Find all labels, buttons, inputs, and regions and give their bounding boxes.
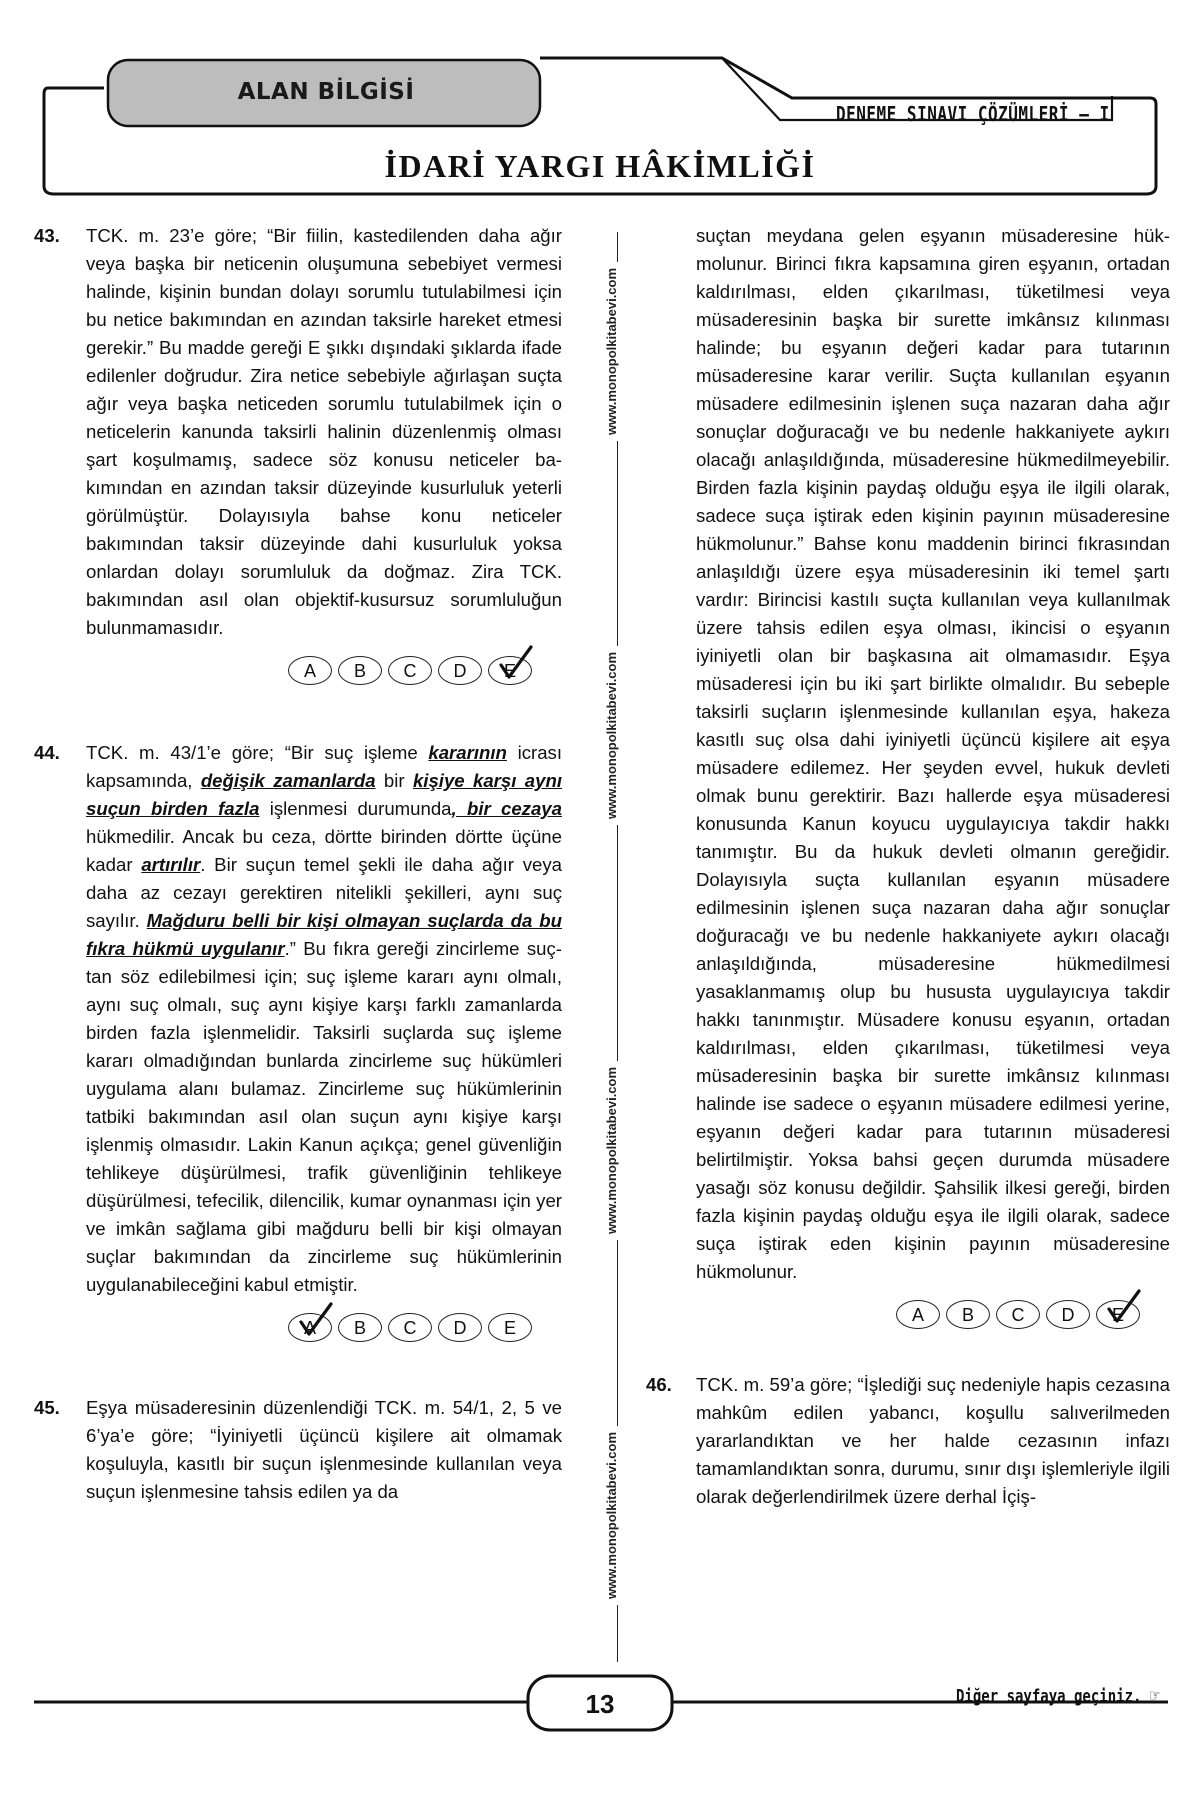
section-tab-label: ALAN BİLGİSİ — [237, 79, 415, 105]
left-column — [34, 222, 562, 1506]
option-a: A — [896, 1300, 940, 1329]
question-number: 46. — [646, 1374, 672, 1395]
option-e: E — [488, 1313, 532, 1342]
answer-options — [86, 1313, 532, 1342]
option-b: B — [946, 1300, 990, 1329]
option-e: E — [488, 656, 532, 685]
check-icon — [1103, 1287, 1143, 1327]
next-page-note: Diğer sayfaya geçiniz. ☞ — [956, 1683, 1160, 1707]
question-text: Eşya müsaderesinin düzenlendiği TCK. m. 54/1, 2, 5 ve 6’ya’e göre; “İyiniyetli üçüncü kişilere ait olmamak koşuluyla, kasıtlı bir suçun işlenmesinde kullanılan veya suçun işlenmesine tahsis edilen ya da — [86, 1397, 562, 1502]
exam-subtitle: DENEME SINAVI ÇÖZÜMLERİ – I — [836, 102, 1110, 126]
option-d: D — [1046, 1300, 1090, 1329]
option-e: E — [1096, 1300, 1140, 1329]
question-text: TCK. m. 43/1’e göre; “Bir suç işleme kararının icrası kapsamında, değişik zamanlarda bir kişiye karşı aynı suçun birden fazla işlenmesi durumunda, bir cezaya hükmedilir. Ancak bu ceza, dörtte birinden dörtte üçüne kadar artırılır. Bir suçun temel şekli ile daha ağır veya daha az cezayı gerektiren nitelikli şekilleri, aynı suç sayılır. Mağduru belli bir kişi olmayan suçlarda da bu fıkra hükmü uygulanır.” Bu fıkra gereği zincirleme suçtan söz edilebilmesi için; suç işleme kararı aynı olmalı, aynı suç olmalı, suç aynı kişiye karşı farklı zamanlarda birden fazla işlenmelidir. Taksirli suçlarda suç işleme kararı olmadığından bunlarda zincirleme suç hükümleri uygulama alanı bulamaz. Zincirleme suç hükümlerinin tatbiki bakımından asıl olan suçun aynı kişiye karşı işlenmiş olmasıdır. Lakin Kanun açıkça; genel güvenliğin tehlikeye düşürülmesi, trafik güvenliğinin tehlikeye düşürülmesi, tefecilik, dilencilik, kumar oynanması için yer ve imkân sağlama gibi mağduru belli bir kişi olmayan suçlar bakımından da zincirleme suç hükümlerinin uygulanabileceğini kabul etmiştir. — [86, 742, 563, 1295]
option-c: C — [388, 1313, 432, 1342]
option-a: A — [288, 656, 332, 685]
question-text: suçtan meydana gelen eşyanın müsaderesine hükmolunur. Birinci fıkra kapsamına giren eşyanın, ortadan kaldırılması, elden çıkarılması, tüketilmesi veya müsaderesinin başka bir surette imkânsız kılınması halinde; bu eşyanın değeri kadar para tutarının müsaderesine karar verilir. Suçta kullanılan eşyanın müsadere edilmesinin işlenen suça nazaran daha ağır sonuçlar doğuracağı ve bu nedenle hakkaniyete aykırı olacağı anlaşıldığında, müsaderesine hükmedilmeyebilir. Birden fazla kişinin paydaş olduğu eşya ile ilgili olarak, sadece suça iştirak eden kişinin payının müsaderesine hükmolunur.” Bahse konu maddenin birinci fıkrasından anlaşıldığı üzere eşya müsaderesinin iki temel şartı vardır: Birincisi kastılı suçta kullanılan veya kullanılmak üzere tahsis edilen eşya olması, ikincisi o eşyanın iyiniyetli olan bir başkasına ait olmamasıdır. Eşya müsaderesi için bu iki şart birlikte olmalıdır. Bu sebeple taksirli suçların işlenmesinde kullanılan eşya, hakeza kasıtlı suç olsa dahi iyiniyetli üçüncü kişilere ait eşya müsadere edilemez. Her şeyden evvel, hukuk devleti olmak bunu gerektirir. Bazı hallerde eşya müsaderesi konusunda Kanun koyucu uygulayıcıya takdir hakkı tanımıştır. Bu da hukuk devleti olmanın gereğidir. Dolayısıyla suçta kullanılan eşyanın müsadere edilmesinin işlenen suça nazaran daha ağır sonuçlar doğuracağı ve bu nedenle hakkaniyete aykırı olacağı anlaşıldığında, müsaderesine hükmedilmesi yasaklanmamış olup bu hususta uygulayıcıya takdir hakkı tanınmıştır. Müsadere konusu eşyanın, ortadan kaldırılması, elden çıkarılması, tüketilmesi veya müsaderesinin başka bir surette imkânsız kılınması halinde ise sadece o eşyanın müsadere edilmesi yerine, eşyanın değeri kadar para tutarının müsaderesi belirtilmiştir. Yoksa bahsi geçen durumda müsadere yasağı söz konusu değildir. Şahsilik ilkesi gereği, birden fazla kişinin paydaş olduğu eşya ile ilgili olarak, sadece suça iştirak eden kişinin payının müsaderesine hükmolunur. — [696, 225, 1170, 1282]
question-number: 44. — [34, 742, 60, 763]
question-43 — [34, 222, 562, 685]
option-d: D — [438, 656, 482, 685]
watermark: www.monopolkitabevi.com — [602, 1400, 622, 1630]
option-b: B — [338, 1313, 382, 1342]
page-title: İDARİ YARGI HÂKİMLİĞİ — [384, 148, 816, 184]
watermark: www.monopolkitabevi.com — [602, 1035, 622, 1265]
check-icon — [295, 1300, 335, 1340]
question-46 — [646, 1371, 1170, 1511]
watermark: www.monopolkitabevi.com — [602, 236, 622, 466]
option-c: C — [996, 1300, 1040, 1329]
answer-options — [86, 656, 532, 685]
question-number: 45. — [34, 1397, 60, 1418]
question-number: 43. — [34, 225, 60, 246]
option-c: C — [388, 656, 432, 685]
page-number: 13 — [585, 1689, 615, 1719]
option-d: D — [438, 1313, 482, 1342]
watermark: www.monopolkitabevi.com — [602, 620, 622, 850]
question-text: TCK. m. 59’a göre; “İşlediği suç nedeniyle hapis cezasına mahkûm edilen yabancı, koşullu salıverilmeden yararlandıktan ve her halde cezasının infazı tamamlandıktan sonra, durumu, sınır dışı işlemleriyle ilgili olarak değerlendirilmek üzere derhal İçiş- — [696, 1374, 1170, 1507]
answer-options — [696, 1300, 1140, 1329]
option-b: B — [338, 656, 382, 685]
question-text: TCK. m. 23’e göre; “Bir fiilin, kastedilenden daha ağır veya başka bir neticenin oluşumuna sebebiyet vermesi halinde, kişinin bundan dolayı sorumlu tutulabilmesi için bu netice bakımından en azından taksirle hareket etmesi gerekir.” Bu madde gereği E şıkkı dışındaki şıklarda ifade edilenler doğrudur. Zira netice sebebiyle ağırlaşan suçta ağır veya başka neticeden sorumlu tutulabilmek için o neticelerin kanunda taksirli halinin düzenlenmiş olması şart koşulmamış, sadece söz konusu neticeler bakımından en azından taksir düzeyinde kusurluluk yeterli görülmüştür. Dolayısıyla bahse konu neticeler bakımından taksir düzeyinde dahi kusurluluk yoksa onlardan dolayı sorumluluk da doğmaz. Zira TCK. bakımından asıl olan objektif-kusursuz sorumluluğun bulunmamasıdır. — [86, 225, 562, 638]
question-45-continued — [646, 222, 1170, 1329]
pointing-hand-icon: ☞ — [1149, 1683, 1160, 1707]
option-a: A — [288, 1313, 332, 1342]
question-44 — [34, 739, 562, 1342]
check-icon — [495, 643, 535, 683]
question-45 — [34, 1394, 562, 1506]
right-column — [646, 222, 1170, 1511]
